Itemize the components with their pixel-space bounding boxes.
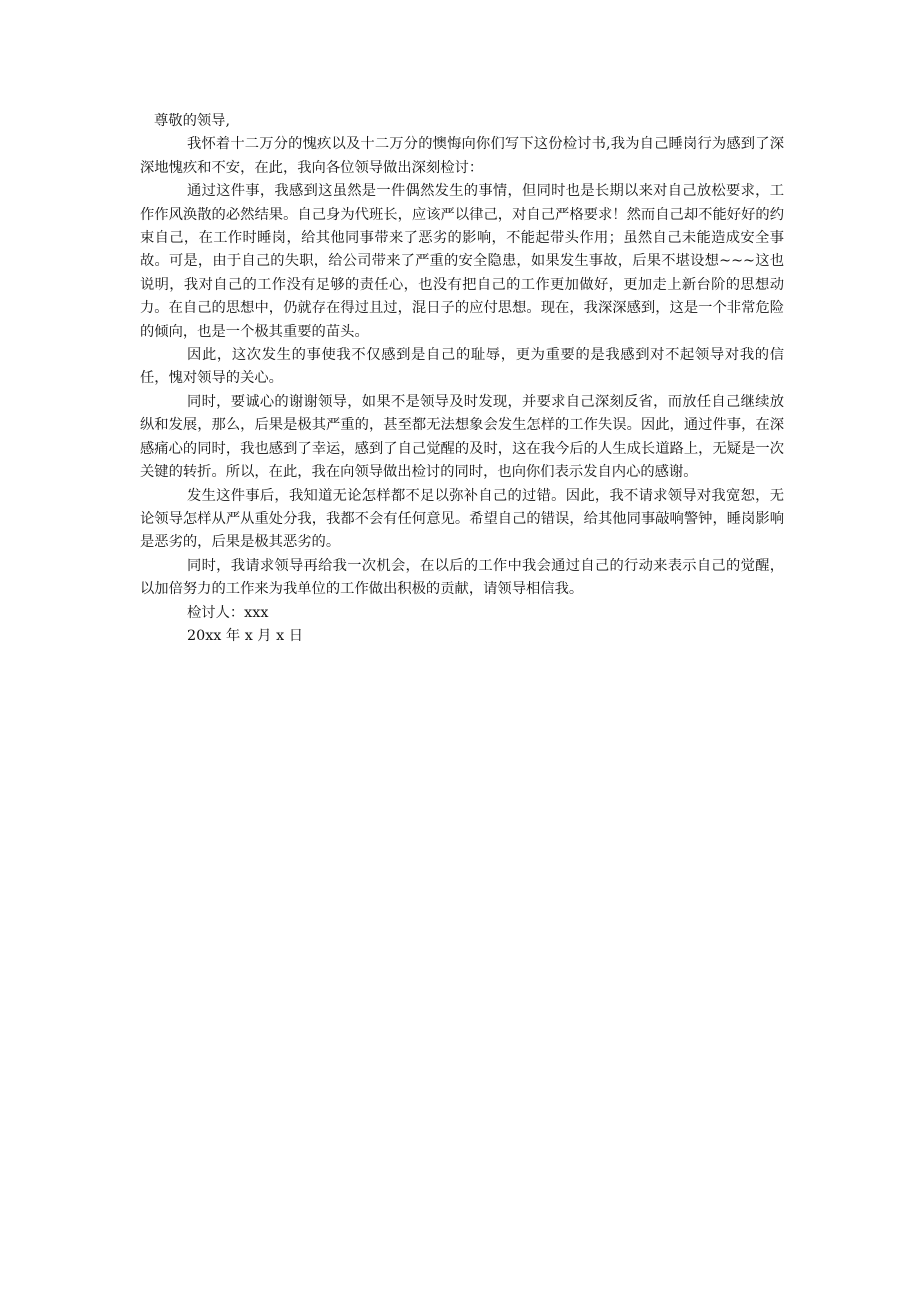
date: 20xx 年 x 月 x 日 xyxy=(187,627,304,644)
paragraph-6: 同时，我请求领导再给我一次机会，在以后的工作中我会通过自己的行动来表示自己的觉醒，以加倍努力的工作来为我单位的工作做出积极的贡献，请领导相信我。 xyxy=(140,557,784,598)
paragraph-1: 我怀着十二万分的愧疚以及十二万分的懊悔向你们写下这份检讨书,我为自己睡岗行为感到了深深地愧疚和不安，在此，我向各位领导做出深刻检讨： xyxy=(140,136,784,176)
signature: 检讨人：xxx xyxy=(187,604,269,621)
paragraph-5: 发生这件事后，我知道无论怎样都不足以弥补自己的过错。因此，我不请求领导对我宽恕，无论领导怎样从严从重处分我，我都不会有任何意见。希望自己的错误，给其他同事敲响警钟，睡岗影响是恶劣的，后果是极其恶劣的。 xyxy=(140,487,784,551)
paragraph-4: 同时，要诚心的谢谢领导，如果不是领导及时发现，并要求自己深刻反省，而放任自己继续放纵和发展，那么，后果是极其严重的，甚至都无法想象会发生怎样的工作失误。因此，通过件事，在深感痛心的同时，我也感到了幸运，感到了自己觉醒的及时，这在我今后的人生成长道路上，无疑是一次关键的转折。所以，在此，我在向领导做出检讨的同时，也向你们表示发自内心的感谢。 xyxy=(140,393,784,481)
letter-body xyxy=(140,110,784,648)
paragraph-2: 通过这件事，我感到这虽然是一件偶然发生的事情，但同时也是长期以来对自己放松要求，工作作风涣散的必然结果。自己身为代班长，应该严以律己，对自己严格要求！然而自己却不能好好的约束自己，在工作时睡岗，给其他同事带来了恶劣的影响，不能起带头作用；虽然自己未能造成安全事故。可是，由于自己的失职，给公司带来了严重的安全隐患，如果发生事故，后果不堪设想~~~这也说明，我对自己的工作没有足够的责任心，也没有把自己的工作更加做好，更加走上新台阶的思想动力。在自己的思想中，仍就存在得过且过，混日子的应付思想。现在，我深深感到，这是一个非常危险的倾向，也是一个极其重要的苗头。 xyxy=(140,183,784,340)
salutation: 尊敬的领导, xyxy=(154,113,231,129)
paragraph-3: 因此，这次发生的事使我不仅感到是自己的耻辱，更为重要的是我感到对不起领导对我的信任，愧对领导的关心。 xyxy=(140,347,784,387)
